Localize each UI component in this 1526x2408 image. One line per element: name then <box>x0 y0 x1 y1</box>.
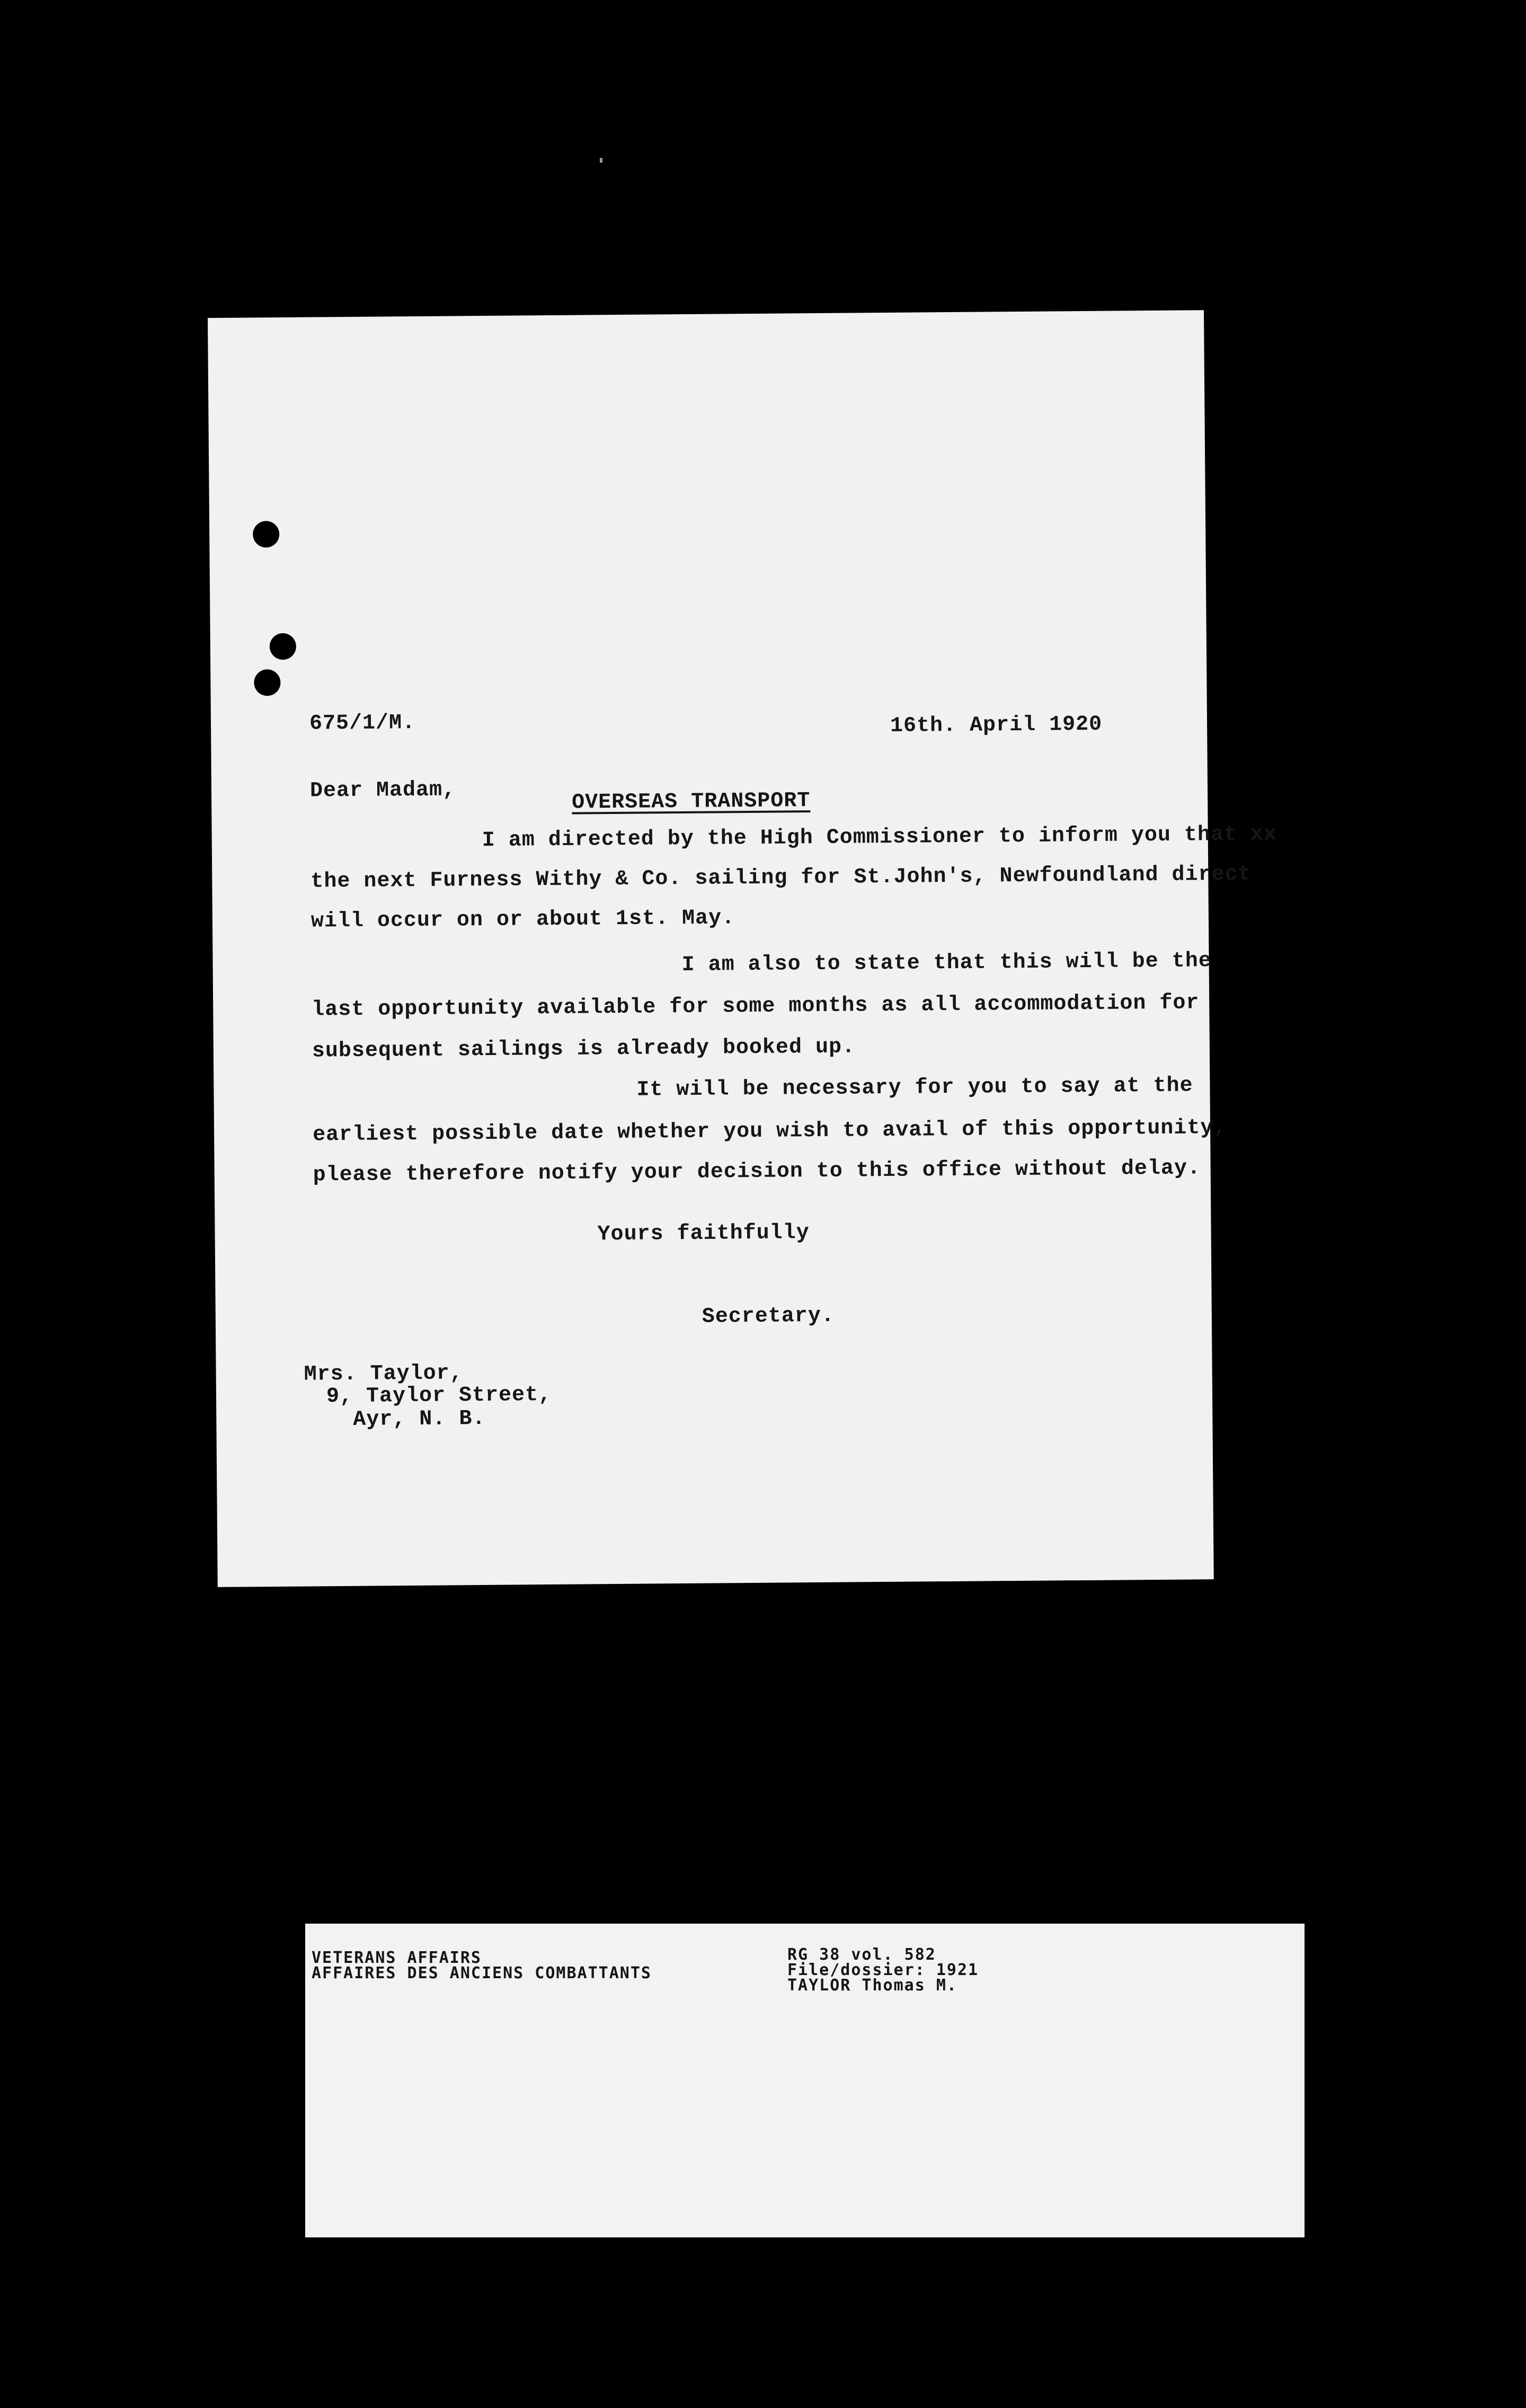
closing: Yours faithfully <box>597 1221 810 1247</box>
punch-hole-bottom <box>254 669 280 696</box>
address-line-1: Mrs. Taylor, <box>304 1361 463 1387</box>
paragraph-3-line-1: It will be necessary for you to say at the <box>636 1074 1193 1102</box>
department-french: AFFAIRES DES ANCIENS COMBATTANTS <box>312 1964 652 1982</box>
file-number: File/dossier: 1921 <box>787 1961 979 1979</box>
reference-number: 675/1/M. <box>309 711 416 736</box>
paragraph-3-line-3: please therefore notify your decision to this office without delay. <box>313 1156 1201 1188</box>
signature-title: Secretary. <box>702 1304 835 1329</box>
address-line-2: 9, Taylor Street, <box>326 1383 552 1409</box>
subject-name: TAYLOR Thomas M. <box>787 1976 957 1995</box>
paragraph-1-line-1: I am directed by the High Commissioner to inform you that xx <box>482 822 1277 853</box>
letter-page <box>208 310 1277 1587</box>
paragraph-2-line-1: I am also to state that this will be the <box>681 949 1212 978</box>
scan-speck <box>600 158 602 163</box>
salutation: Dear Madam, <box>309 778 456 803</box>
letter-heading: OVERSEAS TRANSPORT <box>572 789 811 815</box>
punch-hole-middle <box>270 633 296 660</box>
paragraph-2-line-2: last opportunity available for some months as all accommodation for <box>312 991 1200 1022</box>
address-line-3: Ayr, N. B. <box>353 1406 486 1432</box>
paragraph-3-line-2: earliest possible date whether you wish to avail of this opportunity, <box>312 1116 1227 1147</box>
department-english: VETERANS AFFAIRS <box>312 1949 482 1967</box>
paragraph-1-line-3: will occur on or about 1st. May. <box>310 906 735 934</box>
paragraph-1-line-2: the next Furness Withy & Co. sailing for St.John's, Newfoundland direct <box>310 862 1252 894</box>
paragraph-2-line-3: subsequent sailings is already booked up. <box>312 1035 856 1064</box>
record-group: RG 38 vol. 582 <box>787 1945 936 1964</box>
archive-label-card <box>305 1924 1305 2237</box>
punch-hole-top <box>253 521 279 547</box>
letter-date: 16th. April 1920 <box>890 712 1103 738</box>
